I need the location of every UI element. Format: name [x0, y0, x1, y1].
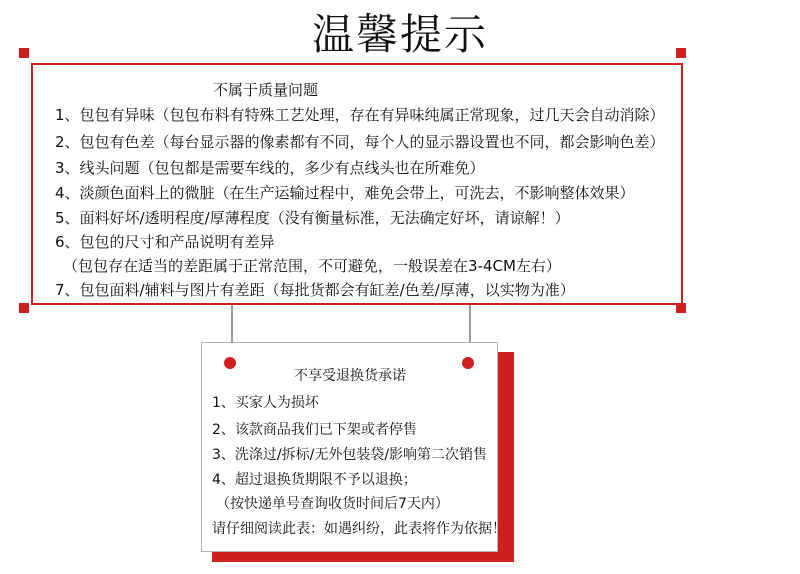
policy-line: 4、超过退换货期限不予以退换；: [212, 472, 417, 488]
corner-marker: [676, 48, 686, 58]
notice-line: 4、淡颜色面料上的微脏（在生产运输过程中，难免会带上，可洗去，不影响整体效果）: [55, 184, 635, 202]
pin-icon: [462, 357, 474, 369]
notice-line: 6、包包的尺寸和产品说明有差异: [55, 233, 275, 251]
pin-icon: [224, 357, 236, 369]
policy-line: 3、洗涤过/拆标/无外包装袋/影响第二次销售: [212, 447, 488, 463]
corner-marker: [19, 303, 29, 313]
corner-marker: [676, 303, 686, 313]
policy-line: 1、买家人为损坏: [212, 395, 319, 411]
notice-line: 7、包包面料/辅料与图片有差距（每批货都会有缸差/色差/厚薄，以实物为准）: [55, 281, 575, 299]
page-title: 温馨提示: [311, 10, 488, 59]
notice-line: 2、包包有色差（每台显示器的像素都有不同，每个人的显示器设置也不同，都会影响色差）: [55, 133, 665, 151]
corner-marker: [19, 48, 29, 58]
policy-heading: 不享受退换货承诺: [294, 368, 406, 384]
notice-line: 3、线头问题（包包都是需要车线的，多少有点线头也在所难免）: [55, 159, 485, 177]
quality-notice-frame: [31, 63, 683, 305]
policy-line: （按快递单号查询收货时间后7天内）: [216, 496, 449, 512]
no-return-policy-card: [201, 342, 506, 552]
policy-line: 请仔细阅读此表：如遇纠纷，此表将作为依据！: [212, 521, 506, 537]
notice-line: 5、面料好坏/透明程度/厚薄程度（没有衡量标准，无法确定好坏，请谅解！）: [55, 209, 570, 227]
notice-line: （包包存在适当的差距属于正常范围，不可避免，一般误差在3-4CM左右）: [63, 257, 561, 275]
policy-line: 2、该款商品我们已下架或者停售: [212, 422, 417, 438]
notice-line: 1、包包有异味（包包布料有特殊工艺处理，存在有异味纯属正常现象，过几天会自动消除）: [55, 106, 665, 124]
notice-heading: 不属于质量问题: [213, 81, 319, 99]
